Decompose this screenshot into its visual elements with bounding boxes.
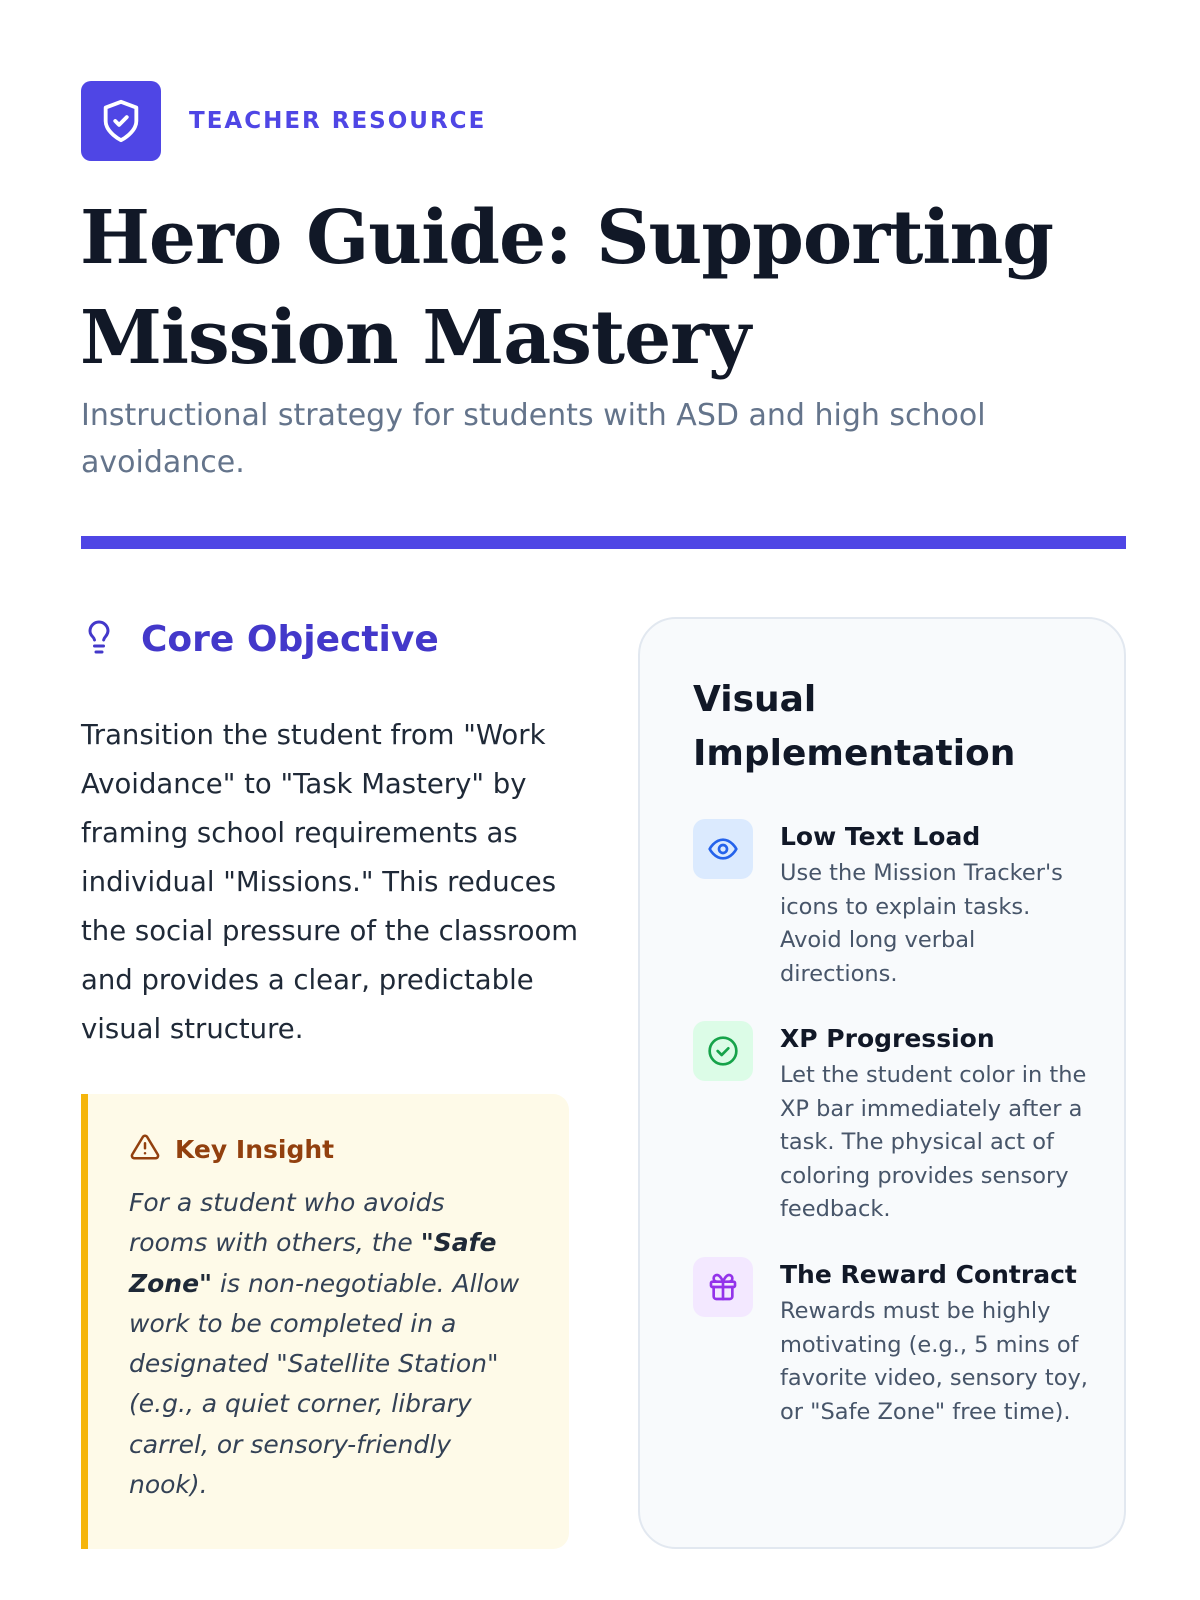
- visual-implementation-title: Visual Implementation: [693, 679, 1016, 774]
- item-title: The Reward Contract: [780, 1260, 1077, 1289]
- header-divider: [81, 536, 1126, 549]
- item-description: Use the Mission Tracker's icons to explain tasks. Avoid long verbal directions.: [780, 860, 1063, 987]
- eyebrow-label: TEACHER RESOURCE: [189, 108, 487, 134]
- page-title: Hero Guide: Supporting Mission Mastery: [80, 195, 1054, 381]
- core-objective-title: Core Objective: [141, 619, 439, 660]
- page-subtitle: Instructional strategy for students with ASD and high school avoidance.: [81, 398, 986, 480]
- item-title: XP Progression: [780, 1024, 995, 1053]
- item-description: Rewards must be highly motivating (e.g., 5 mins of favorite video, sensory toy, or "Safe Zone" free time).: [780, 1298, 1088, 1425]
- safe-zone-emphasis: "Safe Zone": [129, 1228, 497, 1298]
- gift-icon: [693, 1257, 753, 1317]
- core-objective-text: Transition the student from "Work Avoidance" to "Task Mastery" by framing school requirements as individual "Missions." This reduces the social pressure of the classroom and provides a clear, predictable visual structure.: [81, 719, 579, 1045]
- item-title: Low Text Load: [780, 822, 981, 851]
- resource-badge: [81, 81, 486, 161]
- lightbulb-icon: [81, 617, 117, 662]
- key-insight-text: For a student who avoids rooms with others, the "Safe Zone" is non-negotiable. Allow work to be completed in a designated "Satellite Station" (e.g., a quiet corner, library carrel, or sensory-friendly nook).: [129, 1188, 520, 1500]
- key-insight-heading: [129, 1132, 529, 1167]
- visual-implementation-card: [638, 617, 1126, 1549]
- key-insight-callout: [81, 1094, 569, 1549]
- item-description: Let the student color in the XP bar immediately after a task. The physical act of coloring provides sensory feedback.: [780, 1062, 1087, 1222]
- eye-icon: [693, 819, 753, 879]
- check-circle-icon: [693, 1021, 753, 1081]
- key-insight-title: Key Insight: [175, 1135, 335, 1164]
- warning-triangle-icon: [129, 1132, 161, 1167]
- core-objective-heading: [81, 617, 439, 662]
- shield-check-icon: [81, 81, 161, 161]
